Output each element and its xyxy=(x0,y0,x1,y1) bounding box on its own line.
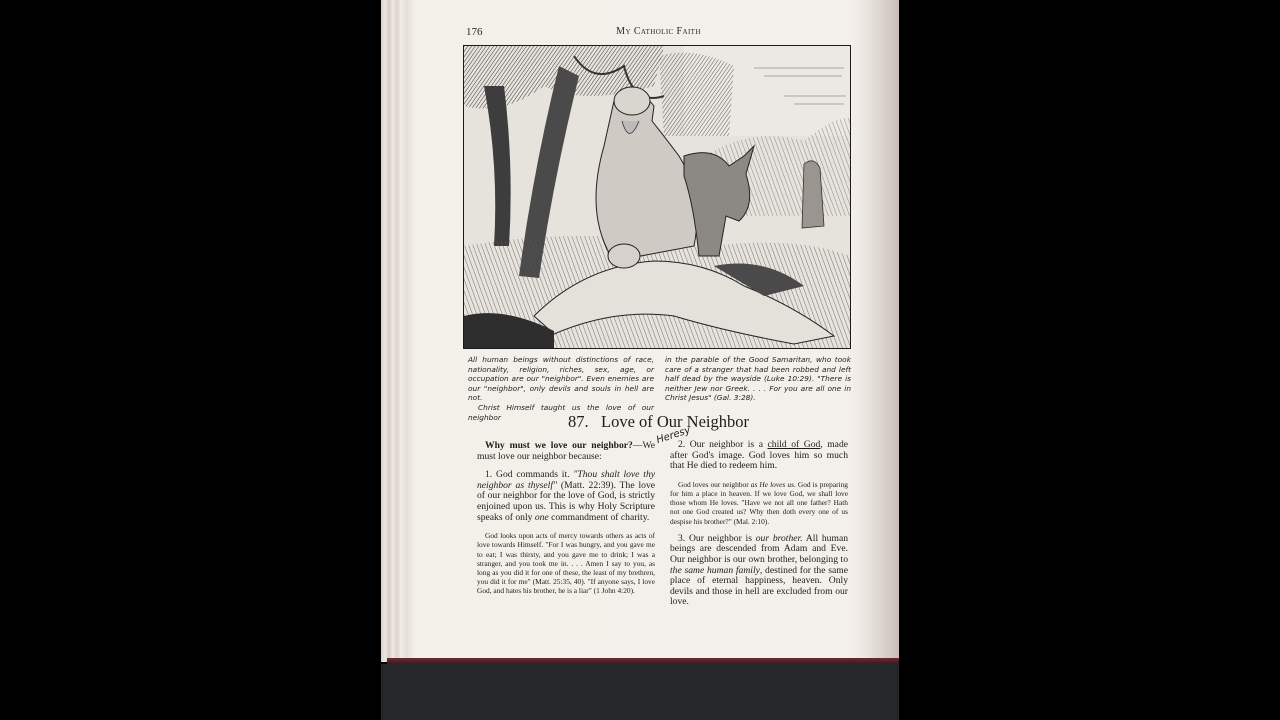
caption-right: in the parable of the Good Samaritan, who took care of a stranger that had been robbed and left half dead by the wayside (Luke 10:29). "There is neither Jew nor Greek. . . . For you are all one in Christ Jesus" (Gal. 3:28). xyxy=(665,355,851,403)
section-title: Love of Our Neighbor xyxy=(600,412,749,431)
point-2-lead: 2. Our neighbor is a xyxy=(678,439,768,450)
point-3-text: All human beings are descended from Adam and Eve. Our neighbor is our own brother, belonging to xyxy=(670,532,849,565)
point-1 xyxy=(477,470,655,523)
page-number: 176 xyxy=(466,26,483,38)
point-3-end: , destined for the same place of eternal happiness, heaven. Only devils and those in hell are excluded from our love. xyxy=(670,564,848,608)
caption-left-text: All human beings without distinctions of race, nationality, religion, riches, sex, age, or occupation are our "neighbor". Even enemies are our "neighbor", only devils and souls in hell are not. xyxy=(468,355,654,403)
book-page xyxy=(381,0,899,662)
section-number: 87. xyxy=(567,412,589,431)
caption-left-continued: Christ Himself taught us the love of our neighbor xyxy=(468,402,654,422)
question-answer: —We must love our neighbor because: xyxy=(477,440,655,462)
right-small-paragraph xyxy=(670,480,848,526)
point-3 xyxy=(670,534,848,608)
point-3-lead: 3. Our neighbor is xyxy=(678,532,756,544)
left-small-paragraph: God looks upon acts of mercy towards others as acts of love towards Himself. "For I was hungry, and you gave me to eat; I was thirsty, and you gave me to drink; I was a stranger, and you took me in. . . . Amen I say to you, as long as you did it for one of these, the least of my brethren, you did it for me" (Matt. 25:35, 40). "If anyone says, I love God, and hates his brother, he is a liar" (1 John 4:20). xyxy=(477,531,655,596)
running-head xyxy=(466,26,851,40)
good-samaritan-illustration xyxy=(463,45,851,349)
point-2 xyxy=(670,440,848,472)
left-column xyxy=(477,441,655,604)
question: Why must we love our neighbor? xyxy=(485,440,633,451)
point-1-lead: 1. God commands it. xyxy=(485,469,574,481)
small-para-emphasis: as He loves us xyxy=(750,479,794,489)
small-para-lead: God loves our neighbor xyxy=(678,479,751,489)
handwritten-annotation: Heresy xyxy=(655,424,692,447)
point-2-text: , made after God's image. God loves him so much that He died to redeem him. xyxy=(670,439,849,472)
table-surface xyxy=(381,664,899,720)
section-heading xyxy=(466,412,851,432)
book-scan xyxy=(381,0,899,720)
point-2-marked-text: child of God xyxy=(767,439,821,450)
point-1-quote: "Thou shalt love thy neighbor as thyself" xyxy=(477,469,656,491)
point-1-text: (Matt. 22:39). The love of our neighbor for the love of God, is strictly enjoined upon us. This is why Holy Scripture speaks of only xyxy=(477,479,656,523)
running-title: My Catholic Faith xyxy=(616,26,701,37)
point-3-emphasis: our brother. xyxy=(755,532,803,544)
question-paragraph xyxy=(477,441,655,462)
right-column xyxy=(670,440,848,616)
small-para-text: . God is preparing for him a place in heaven. If we love God, we shall love those whom He loves. "Have we not all one father? Hath not one God created us? Why then doth every one of us despise his brother?" (Mal. 2:10). xyxy=(670,479,849,526)
point-1-end: commandment of charity. xyxy=(548,511,650,523)
point-3-emphasis-2: the same human family xyxy=(670,564,760,576)
point-1-emphasis: one xyxy=(534,511,549,523)
